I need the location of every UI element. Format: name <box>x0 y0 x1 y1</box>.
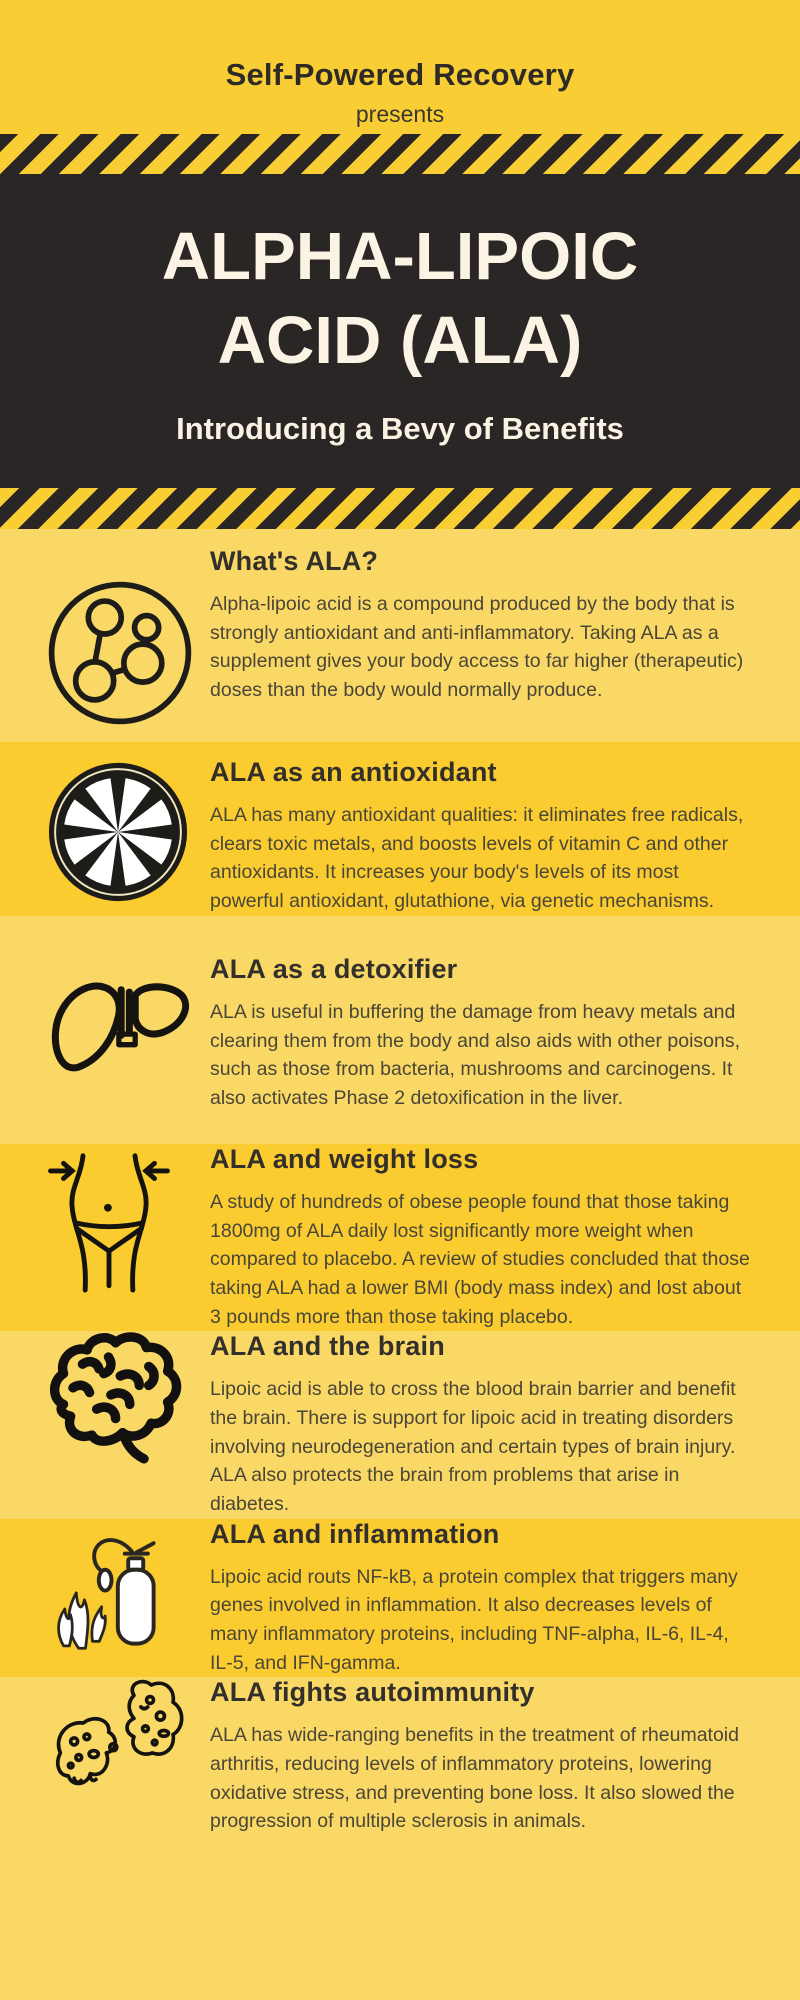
section-text-column <box>210 1331 800 1518</box>
section-icon-column <box>0 1677 210 1836</box>
molecule-icon <box>44 577 196 729</box>
section-icon-column <box>0 742 210 916</box>
section-antioxidant <box>0 742 800 916</box>
section-brain <box>0 1331 800 1518</box>
section-title: ALA and the brain <box>210 1331 445 1362</box>
section-inflammation <box>0 1519 800 1678</box>
brand-title: Self-Powered Recovery <box>225 57 575 92</box>
cells-icon <box>44 1677 194 1815</box>
section-title: What's ALA? <box>210 546 379 576</box>
section-body: ALA has wide-ranging benefits in the treatment of rheumatoid arthritis, reducing levels of inflammatory proteins, lowering oxidative stress, and preventing bone loss. It also slowed the progression of multiple sclerosis in animals. <box>210 1724 739 1833</box>
citrus-slice-icon <box>44 758 192 906</box>
hazard-stripes-bottom <box>0 488 800 529</box>
section-body: ALA has many antioxidant qualities: it eliminates free radicals, clears toxic metals, and boosts levels of vitamin C and other antioxidants. It increases your body's levels of its most powerful antioxidant, glutathione, via genetic mechanisms. <box>210 804 744 912</box>
section-icon-column <box>0 916 210 1144</box>
section-icon-column <box>0 1519 210 1678</box>
waist-icon <box>44 1144 174 1304</box>
presents-label: presents <box>355 101 445 127</box>
section-text-column <box>210 529 800 742</box>
section-body: Lipoic acid is able to cross the blood brain barrier and benefit the brain. There is support for lipoic acid in treating disorders involving neurodegeneration and certain types of brain injury. ALA also protects the brain from problems that arise in diabetes. <box>210 1378 736 1515</box>
main-title-line1: ALPHA-LIPOIC <box>161 219 639 295</box>
section-whats-ala <box>0 529 800 742</box>
section-title: ALA fights autoimmunity <box>210 1677 535 1708</box>
main-title-line2: ACID (ALA) <box>217 303 583 378</box>
section-weight-loss <box>0 1144 800 1331</box>
section-text-column <box>210 1519 800 1678</box>
section-text-column <box>210 742 800 916</box>
section-icon-column <box>0 529 210 742</box>
section-body: Lipoic acid routs NF-kB, a protein complex that triggers many genes involved in inflammation. It also decreases levels of many inflammatory proteins, including TNF-alpha, IL-6, IL-4, IL-5, and IFN-gamma. <box>210 1565 738 1674</box>
section-autoimmunity <box>0 1677 800 1836</box>
liver-icon <box>44 974 196 1092</box>
section-icon-column <box>0 1144 210 1331</box>
section-body: A study of hundreds of obese people found that those taking 1800mg of ALA daily lost significantly more weight when compared to placebo. A review of studies concluded that those taking ALA had a lower BMI (body mass index) and lost about 3 pounds more than those taking placebo. <box>210 1191 750 1328</box>
section-text-column <box>210 1144 800 1331</box>
main-title <box>162 215 638 383</box>
section-text-column <box>210 916 800 1144</box>
section-body: ALA is useful in buffering the damage from heavy metals and clearing them from the body and also aids with other poisons, such as those from bacteria, mushrooms and carcinogens. It also activates Phase 2 detoxification in the liver. <box>210 1001 741 1109</box>
section-title: ALA as a detoxifier <box>210 954 458 984</box>
section-detoxifier <box>0 916 800 1144</box>
section-icon-column <box>0 1331 210 1518</box>
subtitle: Introducing a Bevy of Benefits <box>176 410 624 446</box>
fire-extinguisher-icon <box>44 1519 194 1669</box>
section-text-column <box>210 1677 800 1836</box>
header <box>0 0 800 134</box>
section-title: ALA as an antioxidant <box>210 757 497 787</box>
brain-icon <box>44 1331 199 1473</box>
section-body: Alpha-lipoic acid is a compound produced by the body that is strongly antioxidant and anti-inflammatory. Taking ALA as a supplement gives your body access to far higher (therapeutic) doses than the body would normally produce. <box>210 593 744 701</box>
section-title: ALA and weight loss <box>210 1144 479 1174</box>
section-title: ALA and inflammation <box>210 1518 500 1549</box>
title-banner <box>0 174 800 488</box>
hazard-stripes-top <box>0 134 800 174</box>
